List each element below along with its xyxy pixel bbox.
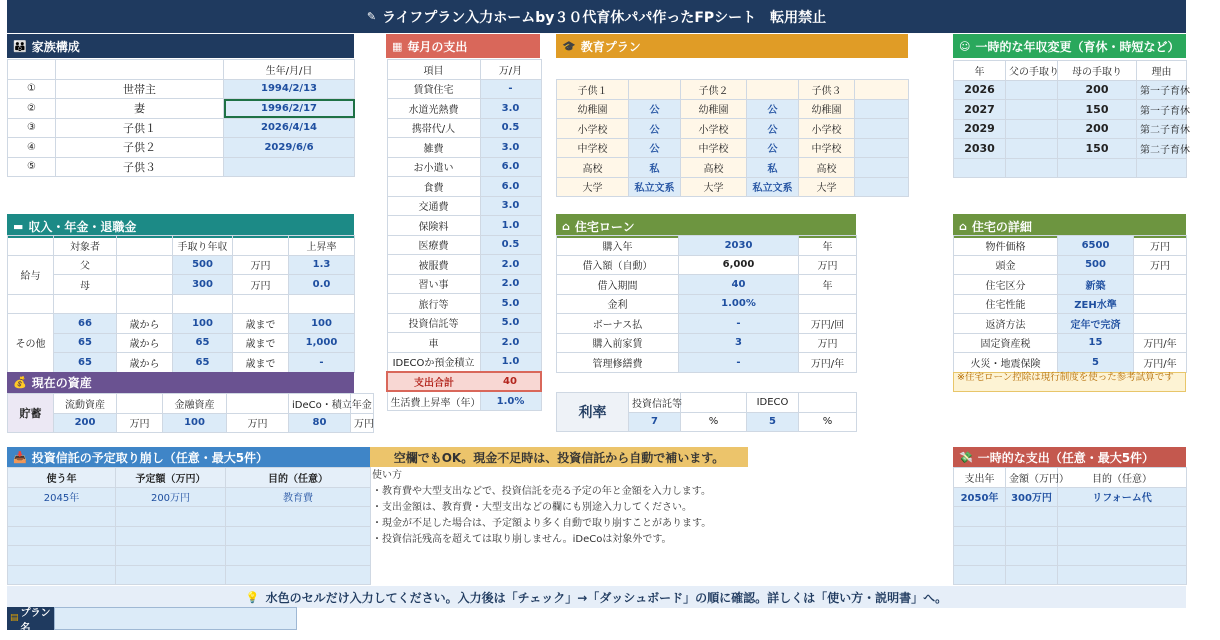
- table-row: 頭金 500 万円: [954, 255, 1187, 275]
- table-row: ① 世帯主 1994/2/13: [8, 79, 355, 99]
- table-row: 被服費 2.0: [387, 255, 541, 275]
- total-value: 40: [480, 372, 541, 392]
- table-row: 車 2.0: [387, 333, 541, 353]
- table-row: 住宅区分 新築: [954, 275, 1187, 295]
- table-row: 返済方法 定年で完済: [954, 314, 1187, 334]
- table-row: 幼稚園 公 幼稚園 公 幼稚園: [557, 99, 909, 119]
- table-row: 借入額（自動） 6,000 万円: [557, 255, 857, 275]
- table-row: お小遣い 6.0: [387, 157, 541, 177]
- table-row: 65 歳から 65 歳まで 1,000: [8, 333, 355, 353]
- table-row: 物件価格 6500 万円: [954, 236, 1187, 256]
- footer-text: 水色のセルだけ入力してください。入力後は「チェック」→「ダッシュボード」の順に確認。詳しくは「使い方・説明書」へ。: [265, 590, 948, 605]
- table-row: 2026 200 第一子育休: [954, 80, 1187, 100]
- table-row: [954, 507, 1187, 527]
- monthly-table: 項目 万/月 賃貸住宅 - 水道光熱費 3.0 携帯代/人 0.5 雑費 3.0 お小遣い 6.0 食費 6.0 交通費 3.0 保険料 1.0 医療費 0.5 被服費 2.0 習い事 2.0 旅行等 5.0 投資信託等 5.0 車 2.0 IDECOか預金積立 1.0 支出合計 40 生活費上昇率（年） 1.0%: [386, 59, 542, 411]
- howto-title: 使い方: [372, 470, 402, 481]
- table-row: 管理修繕費 - 万円/年: [557, 353, 857, 373]
- mortgage-title: 住宅ローン: [574, 219, 635, 234]
- mortgage-table: [556, 235, 857, 373]
- title-banner: [7, 0, 1186, 33]
- withdrawal-table: 使う年 予定額（万円） 目的（任意） 2045年 200万円 教育費: [7, 467, 371, 585]
- table-row: 2050年 300万円 リフォーム代: [954, 487, 1187, 507]
- plan-icon: ▤: [10, 613, 19, 623]
- onetime-header: [953, 447, 1186, 467]
- birthdate-cell[interactable]: 2029/6/6: [224, 138, 355, 158]
- withdrawal-title: 投資信託の予定取り崩し（任意・最大5件）: [31, 450, 269, 465]
- table-row: 65 歳から 65 歳まで -: [8, 353, 355, 373]
- table-row: 投資信託等 5.0: [387, 313, 541, 333]
- table-row: 7 % 5 %: [557, 412, 857, 432]
- money-bag-icon: 💰: [13, 376, 27, 389]
- onetime-table: 支出年 金額（万円） 目的（任意） 2050年 300万円 リフォーム代: [953, 467, 1187, 585]
- family-title: 家族構成: [31, 39, 80, 54]
- smile-icon: ☺: [959, 39, 971, 53]
- onetime-title: 一時的な支出（任意・最大5件）: [977, 450, 1155, 465]
- table-row: 携帯代/人 0.5: [387, 118, 541, 138]
- table-row: 旅行等 5.0: [387, 294, 541, 314]
- birthdate-cell[interactable]: 1994/2/13: [224, 79, 355, 99]
- family-header: [7, 34, 354, 58]
- plan-name-input[interactable]: [54, 607, 297, 630]
- table-row: 火災・地震保険 5 万円/年: [954, 353, 1187, 373]
- money-stack-icon: 💸: [959, 450, 973, 464]
- income-table: 対象者 手取り年収 上昇率 給与 父 500 万円 1.3 母 300 万円 0.0 その他 66 歳から 100 歳まで 100 65 歳から 65 歳まで 1,000 65 歳から 65 歳まで -: [7, 235, 355, 373]
- table-row: 賃貸住宅 -: [387, 79, 541, 99]
- table-row: 固定資産税 15 万円/年: [954, 333, 1187, 353]
- house-icon: ⌂: [562, 219, 570, 233]
- table-row: 給与 父 500 万円 1.3: [8, 255, 355, 275]
- education-title: 教育プラン: [580, 39, 641, 54]
- table-row: 借入期間 40 年: [557, 275, 857, 295]
- total-row: 支出合計 40: [387, 372, 541, 392]
- table-row: 水道光熱費 3.0: [387, 99, 541, 119]
- table-row: 中学校 公 中学校 公 中学校: [557, 138, 909, 158]
- education-table: 子供１ 子供２ 子供３ 幼稚園 公 幼稚園 公 幼稚園 小学校 公 小学校 公 小学校 中学校 公 中学校 公 中学校 高校 私 高校 私 高校 大学 私立文系 大学 私立文系 大学: [556, 79, 909, 197]
- table-row: IDECOか預金積立 1.0: [387, 352, 541, 372]
- table-row: [954, 158, 1187, 178]
- withdrawal-header: [7, 447, 370, 467]
- table-row: [8, 526, 371, 546]
- lightbulb-icon: 💡: [245, 590, 260, 604]
- family-table: [7, 59, 355, 177]
- income-change-table: 年 父の手取り 母の手取り 理由 2026 200 第一子育休 2027 150 第一子育休 2029 200 第二子育休 2030 150 第二子育休: [953, 60, 1187, 178]
- table-row: 200 万円 100 万円 80 万円: [8, 413, 374, 433]
- money-icon: ▬: [13, 219, 24, 233]
- rates-table: 利率 投資信託等 IDECO 7 % 5 %: [556, 392, 857, 432]
- house-title: 住宅の詳細: [971, 219, 1032, 234]
- house-icon: ⌂: [959, 219, 967, 233]
- table-row: 医療費 0.5: [387, 235, 541, 255]
- table-row: 生活費上昇率（年） 1.0%: [387, 391, 541, 411]
- monthly-title: 毎月の支出: [407, 39, 468, 54]
- table-row: 2030 150 第二子育休: [954, 139, 1187, 159]
- income-title: 収入・年金・退職金: [28, 219, 137, 234]
- edit-note-icon: ✎: [366, 10, 377, 23]
- table-row: [8, 546, 371, 566]
- inbox-icon: 📥: [13, 450, 27, 464]
- table-row: 食費 6.0: [387, 177, 541, 197]
- monthly-header: [386, 34, 540, 58]
- income-change-header: [953, 34, 1186, 58]
- table-row: ② 妻 1996/2/17: [8, 99, 355, 119]
- withdrawal-howto: 使い方 ・教育費や大型支出などで、投資信託を売る予定の年と金額を入力します。 ・支出金額は、教育費・大型支出などの欄にも別途入力してください。 ・現金が不足した場合は、予定額より多く自動で取り崩すことがあります。 ・投資信託残高を超えては取り崩しません。iDeCoは対象外です。: [372, 468, 748, 548]
- table-row: 住宅性能 ZEH水準: [954, 294, 1187, 314]
- family-date-header: 生年/月/日: [224, 60, 355, 80]
- table-row: 習い事 2.0: [387, 274, 541, 294]
- table-row: 購入前家賃 3 万円: [557, 333, 857, 353]
- banner-title: ライフプラン入力ホームby３０代育休パパ作ったFPシート 転用禁止: [382, 9, 827, 26]
- table-row: ③ 子供１ 2026/4/14: [8, 118, 355, 138]
- table-row: 交通費 3.0: [387, 196, 541, 216]
- withdrawal-alert: 空欄でもOK。現金不足時は、投資信託から自動で補います。: [370, 447, 748, 467]
- table-row: 2045年 200万円 教育費: [8, 487, 371, 507]
- assets-table: 貯蓄 流動資産 金融資産 iDeCo・積立年金 200 万円 100 万円 80 万円: [7, 393, 374, 433]
- table-row: ④ 子供２ 2029/6/6: [8, 138, 355, 158]
- footer-hint: [7, 586, 1186, 608]
- table-row: [954, 526, 1187, 546]
- birthdate-cell[interactable]: [224, 157, 355, 177]
- income-change-title: 一時的な年収変更（育休・時短など）: [975, 39, 1180, 54]
- table-row: 2027 150 第一子育休: [954, 100, 1187, 120]
- house-note: ※住宅ローン控除は現行制度を使った参考試算です: [953, 372, 1186, 392]
- table-row: [954, 565, 1187, 585]
- table-row: [954, 546, 1187, 566]
- table-row: 2029 200 第二子育休: [954, 119, 1187, 139]
- assets-title: 現在の資産: [31, 376, 92, 390]
- plan-label: ▤ プラン名: [7, 607, 54, 630]
- house-table: [953, 235, 1187, 373]
- table-row: ボーナス払 - 万円/回: [557, 314, 857, 334]
- graduation-cap-icon: 🎓: [562, 39, 576, 53]
- table-row: [8, 565, 371, 585]
- table-row: 高校 私 高校 私 高校: [557, 158, 909, 178]
- calculator-icon: ▦: [392, 39, 403, 53]
- assets-header: [7, 372, 354, 393]
- table-row: 大学 私立文系 大学 私立文系 大学: [557, 177, 909, 197]
- table-row: 金利 1.00%: [557, 294, 857, 314]
- table-row: [8, 507, 371, 527]
- table-row: ⑤ 子供３: [8, 157, 355, 177]
- table-row: 小学校 公 小学校 公 小学校: [557, 119, 909, 139]
- birthdate-cell[interactable]: 2026/4/14: [224, 118, 355, 138]
- table-row: その他 66 歳から 100 歳まで 100: [8, 314, 355, 334]
- table-row: 母 300 万円 0.0: [8, 275, 355, 295]
- education-header: [556, 34, 908, 58]
- table-row: 購入年 2030 年: [557, 236, 857, 256]
- table-row: 保険料 1.0: [387, 216, 541, 236]
- birthdate-cell-selected[interactable]: 1996/2/17: [224, 99, 355, 119]
- table-row: 雑費 3.0: [387, 138, 541, 158]
- family-icon: 👪: [13, 39, 27, 53]
